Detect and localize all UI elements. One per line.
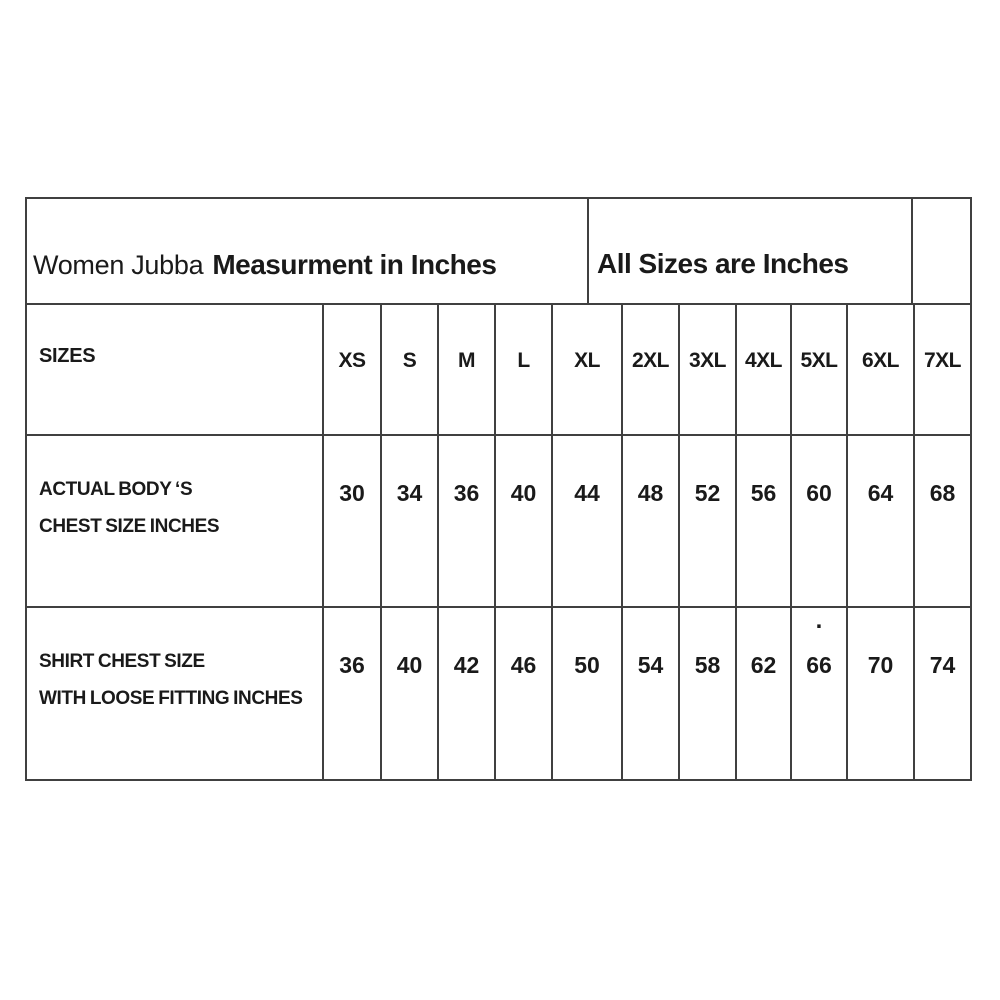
header-empty-cell <box>913 199 970 303</box>
body-chest-value-4xl: 56 <box>737 436 792 606</box>
shirt-chest-value-7xl: 74 <box>929 652 956 678</box>
size-header-3xl: 3XL <box>680 305 737 434</box>
shirt-chest-row <box>27 608 970 779</box>
body-chest-value-m: 36 <box>439 436 496 606</box>
main-title-cell <box>27 199 589 303</box>
shirt-chest-value-3xl: 58 <box>680 608 737 779</box>
body-chest-label-line2: CHEST SIZE INCHES <box>39 516 220 537</box>
body-chest-value-6xl: 64 <box>848 436 915 606</box>
shirt-chest-value-xl: 50 <box>553 608 623 779</box>
shirt-chest-value-m: 42 <box>439 608 496 779</box>
shirt-chest-value-s: 40 <box>382 608 439 779</box>
body-chest-row <box>27 436 970 608</box>
sizes-row-label: SIZES <box>27 305 324 434</box>
shirt-chest-value-2xl: 54 <box>623 608 680 779</box>
all-sizes-title-cell <box>589 199 913 303</box>
body-chest-value-3xl: 52 <box>680 436 737 606</box>
size-header-2xl: 2XL <box>623 305 680 434</box>
body-chest-label-line1: ACTUAL BODY ‘S <box>39 479 193 500</box>
main-title-regular: Women Jubba <box>33 249 204 280</box>
size-header-4xl: 4XL <box>737 305 792 434</box>
body-chest-value-s: 34 <box>382 436 439 606</box>
body-chest-value-5xl: 60 <box>792 436 848 606</box>
chart-header-row <box>27 199 970 305</box>
size-header-6xl: 6XL <box>848 305 915 434</box>
size-header-7xl: 7XL <box>923 349 961 372</box>
size-header-xl: XL <box>553 305 623 434</box>
main-title-bold: Measurment in Inches <box>212 249 497 280</box>
size-chart-table <box>25 197 972 781</box>
sizes-header-row <box>27 305 970 436</box>
size-header-5xl: 5XL <box>792 305 848 434</box>
size-header-s: S <box>382 305 439 434</box>
shirt-chest-value-5xl: . 66 <box>792 608 848 779</box>
all-sizes-title: All Sizes are Inches <box>597 248 849 279</box>
shirt-chest-label-line1: SHIRT CHEST SIZE <box>39 651 205 672</box>
shirt-chest-value-4xl: 62 <box>737 608 792 779</box>
shirt-chest-label-line2: WITH LOOSE FITTING INCHES <box>39 688 303 709</box>
shirt-chest-row-label <box>27 608 324 779</box>
body-chest-value-l: 40 <box>496 436 553 606</box>
body-chest-row-label <box>27 436 324 606</box>
shirt-chest-value-xs: 36 <box>324 608 382 779</box>
size-header-m: M <box>439 305 496 434</box>
shirt-chest-value-l: 46 <box>496 608 553 779</box>
size-header-l: L <box>496 305 553 434</box>
size-header-xs: XS <box>324 305 382 434</box>
body-chest-value-xs: 30 <box>324 436 382 606</box>
stray-dot-mark: . <box>815 608 823 634</box>
body-chest-value-2xl: 48 <box>623 436 680 606</box>
body-chest-value-7xl: 68 <box>929 480 956 506</box>
body-chest-value-xl: 44 <box>553 436 623 606</box>
shirt-chest-value-6xl: 70 <box>848 608 915 779</box>
